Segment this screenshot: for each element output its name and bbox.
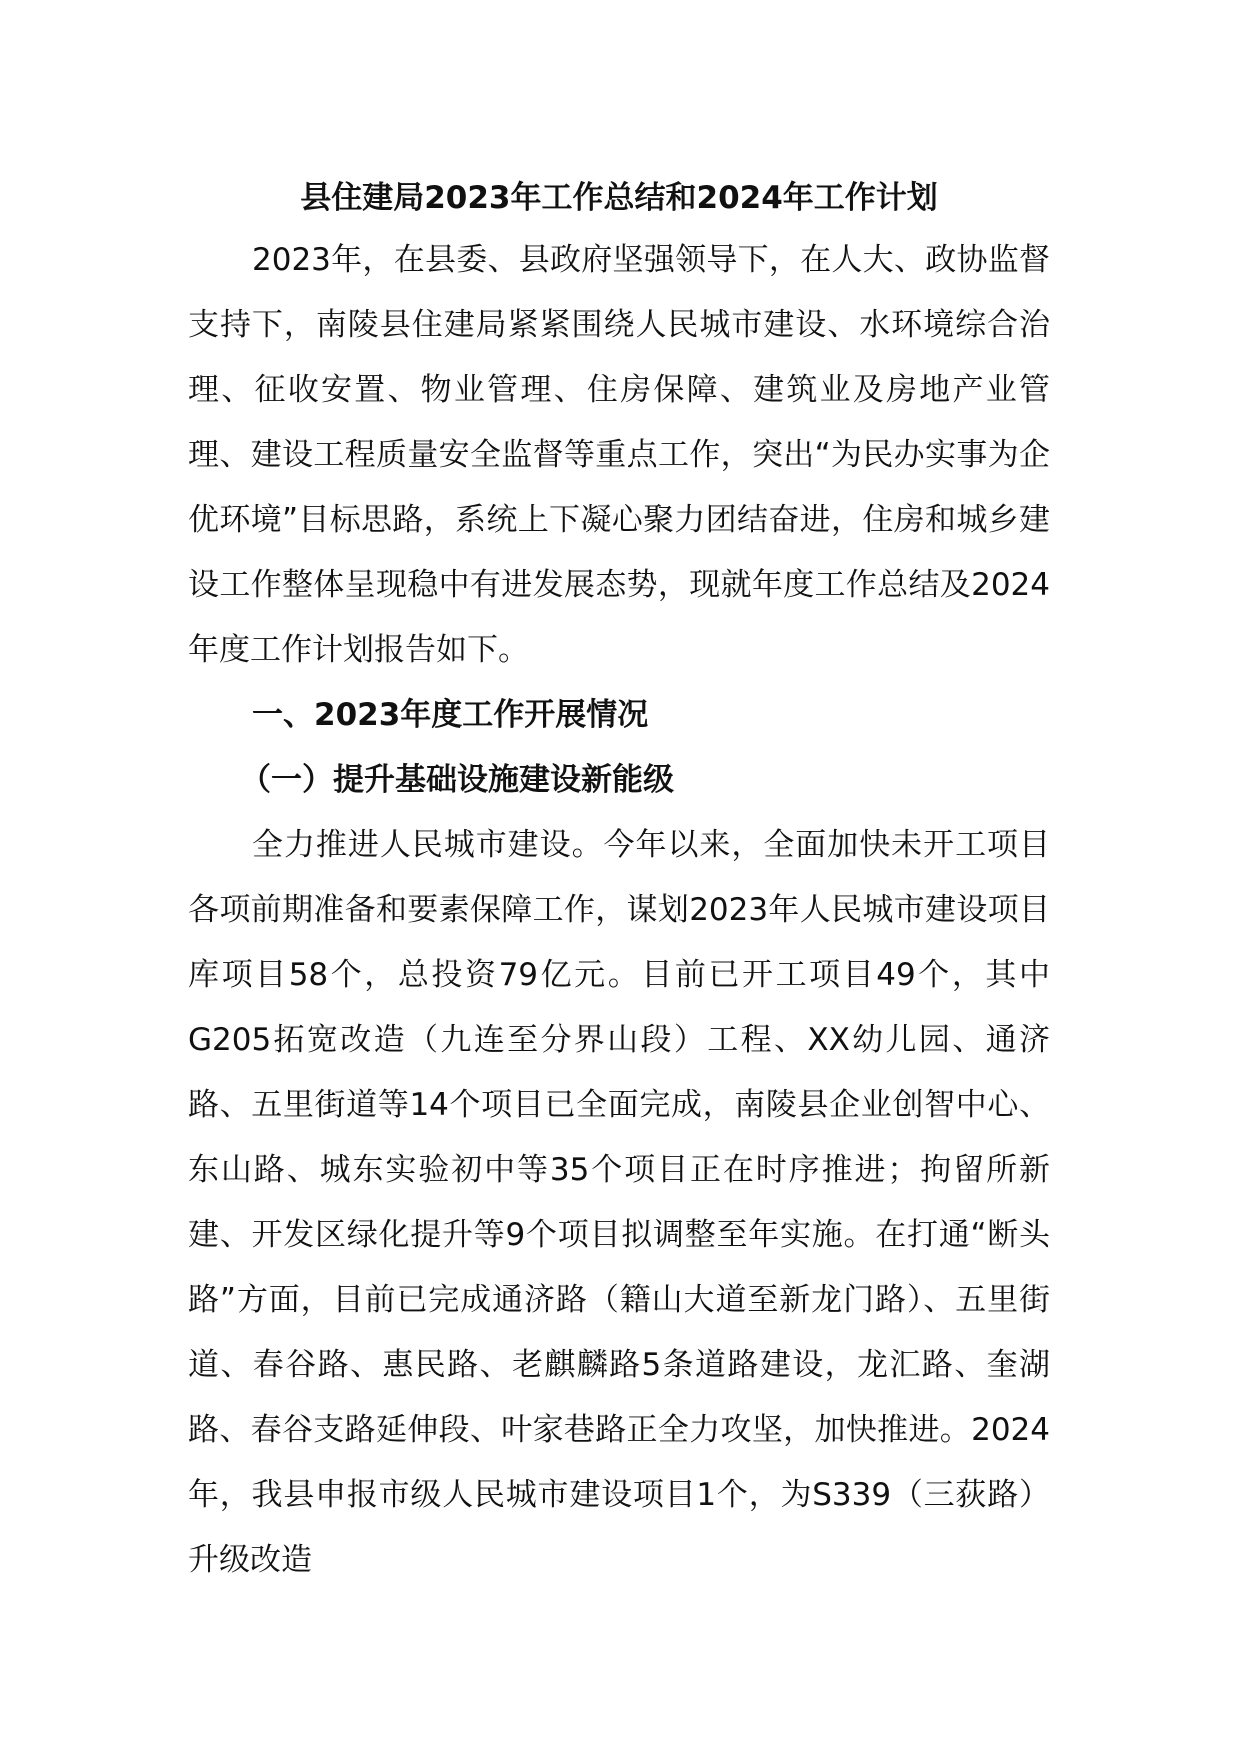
- document-title: 县住建局2023年工作总结和2024年工作计划: [300, 180, 938, 216]
- body-paragraph: 全力推进人民城市建设。今年以来，全面加快未开工项目各项前期准备和要素保障工作，谋划2023年人民城市建设项目库项目58个，总投资79亿元。目前已开工项目49个，其中G205拓宽改造（九连至分界山段）工程、XX幼儿园、通济路、五里街道等14个项目已全面完成，南陵县企业创智中心、东山路、城东实验初中等35个项目正在时序推进；拘留所新建、开发区绿化提升等9个项目拟调整至年实施。在打通“断头路”方面，目前已完成通济路（籍山大道至新龙门路）、五里街道、春谷路、惠民路、老麒麟路5条道路建设，龙汇路、奎湖路、春谷支路延伸段、叶家巷路正全力攻坚，加快推进。2024年，我县申报市级人民城市建设项目1个，为S339（三荻路）升级改造: [188, 827, 1050, 1578]
- section-heading: 一、2023年度工作开展情况: [252, 697, 649, 733]
- intro-paragraph: 2023年，在县委、县政府坚强领导下，在人大、政协监督支持下，南陵县住建局紧紧围绕人民城市建设、水环境综合治理、征收安置、物业管理、住房保障、建筑业及房地产业管理、建设工程质量安全监督等重点工作，突出“为民办实事为企优环境”目标思路，系统上下凝心聚力团结奋进，住房和城乡建设工作整体呈现稳中有进发展态势，现就年度工作总结及2024年度工作计划报告如下。: [188, 242, 1050, 668]
- subsection-heading: （一）提升基础设施建设新能级: [240, 762, 674, 798]
- document-body: [188, 168, 1050, 1593]
